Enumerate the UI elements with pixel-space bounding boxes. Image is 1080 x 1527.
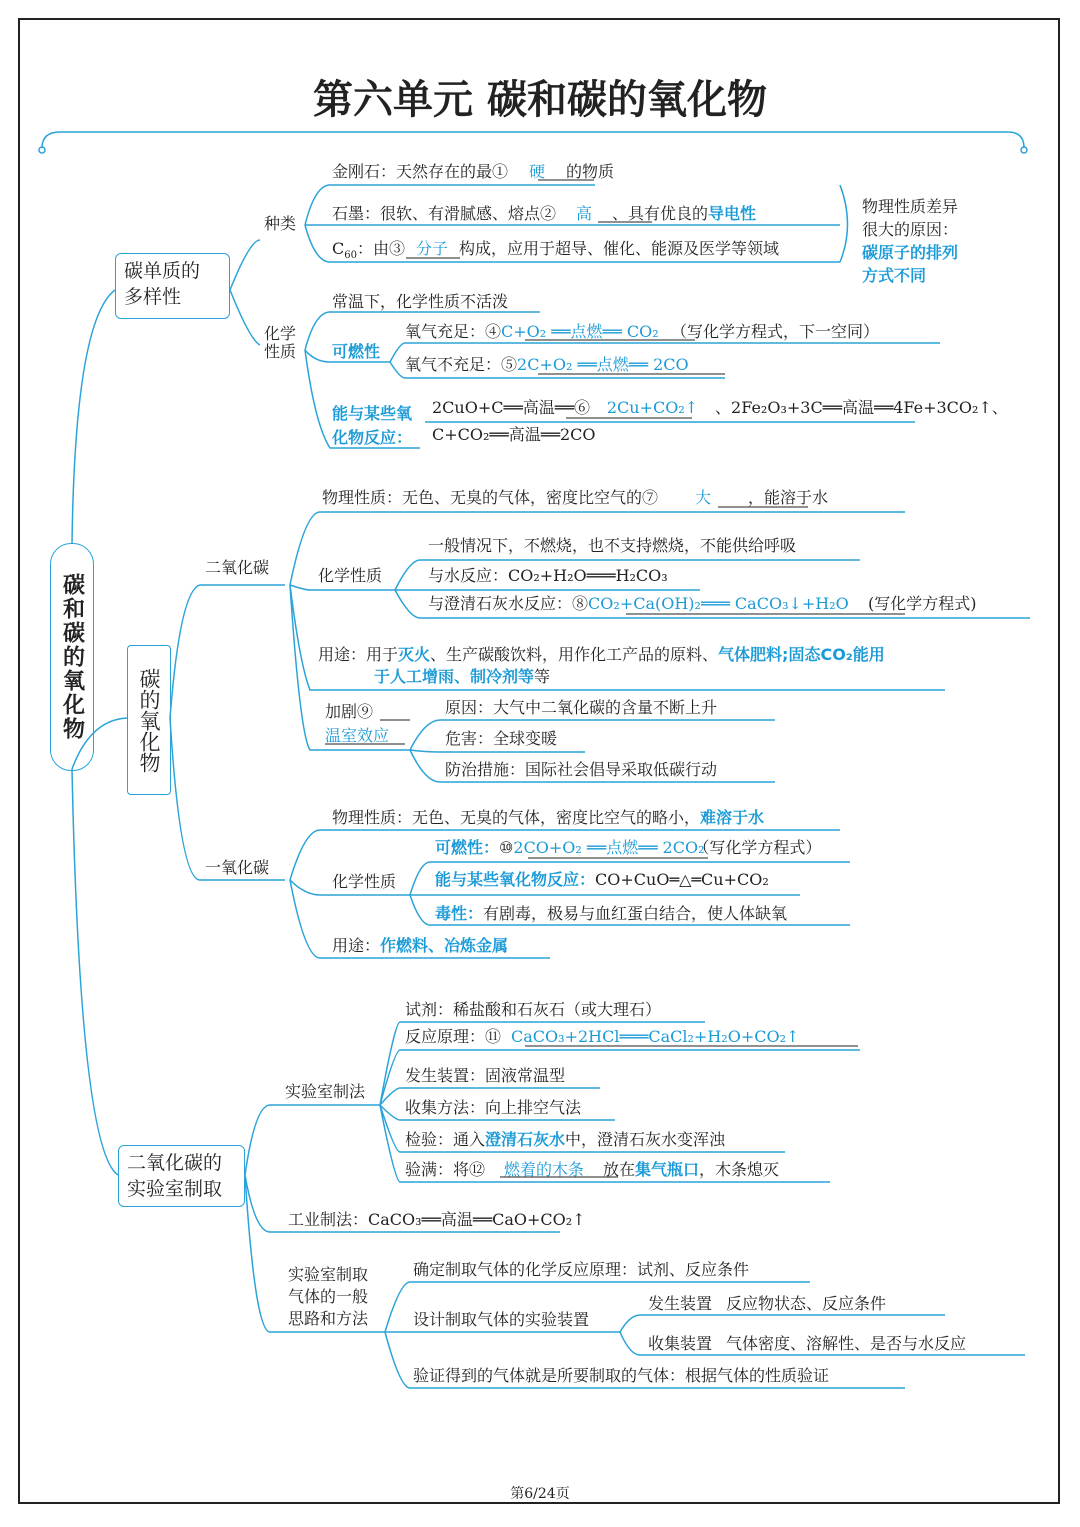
answer-1: 硬 [529,162,546,181]
industry-line: 工业制法：CaCO₃══高温══CaO+CO₂↑ [288,1210,586,1229]
box-carbon-allotropes: 碳单质的 多样性 [115,253,230,319]
method-3: 验证得到的气体就是所要制取的气体：根据气体的性质验证 [413,1366,830,1385]
answer-10: 2CO+O₂ ══点燃══ 2CO₂ [513,838,705,857]
inactive-line: 常温下，化学性质不活泼 [332,292,509,311]
label-co2-chemical: 化学性质 [318,566,383,585]
label-chemical: 化学 性质 [264,324,297,361]
label-combustible: 可燃性 [332,342,381,361]
answer-3: 分子 [415,239,448,258]
co2-use: 用途：用于灭火、生产碳酸饮料，用作化工产品的原料、气体肥料;固态CO₂能用 于人工增雨、制冷剂等等 [318,645,885,686]
answer-9: 温室效应 [325,726,390,745]
greenhouse-label: 加剧⑨ 温室效应 [325,702,390,745]
label-redox: 能与某些氧 化物反应： [332,404,413,447]
device-line: 发生装置：固液常温型 [405,1066,566,1085]
co-combustion: 可燃性：⑩2CO+O₂ ══点燃══ 2CO₂（写化学方程式） [435,838,822,857]
page-title: 第六单元 碳和碳的氧化物 [313,77,767,123]
answer-2: 高 [576,204,593,223]
greenhouse-prevent: 防治措施：国际社会倡导采取低碳行动 [445,760,718,779]
method-1: 确定制取气体的化学反应原理：试剂、反应条件 [413,1260,750,1279]
collect-line: 收集方法：向上排空气法 [405,1098,582,1117]
reagent-line: 试剂：稀盐酸和石灰石（或大理石） [405,1000,662,1019]
redox-line-2: C+CO₂══高温══2CO [432,425,596,444]
co-toxicity: 毒性：有剧毒，极易与血红蛋白结合，使人体缺氧 [435,904,788,923]
label-general-method: 实验室制取 气体的一般 思路和方法 [288,1265,369,1328]
answer-11: CaCO₃+2HCl═══CaCl₂+H₂O+CO₂↑ [511,1027,800,1046]
answer-5: 2C+O₂ ══点燃══ 2CO [517,355,689,374]
answer-12: 燃着的木条 [504,1160,585,1179]
oxygen-lack-line: 氧气不充足：⑤2C+O₂ ══点燃══ 2CO [405,355,689,374]
box-carbon-oxides: 碳的氧化物 [127,645,171,795]
greenhouse-cause: 原因：大气中二氧化碳的含量不断上升 [445,698,718,717]
label-lab-method: 实验室制法 [285,1082,366,1101]
co2-chem-3: 与澄清石灰水反应：⑧CO₂+Ca(OH)₂═══ CaCO₃↓+H₂O (写化学方程式) [428,594,977,613]
test-line: 检验：通入澄清石灰水中，澄清石灰水变浑浊 [405,1130,726,1149]
label-kinds: 种类 [264,214,297,233]
full-check-line: 验满：将⑫ 燃着的木条 放在集气瓶口，木条熄灭 [405,1160,780,1179]
answer-7: 大 [695,488,712,507]
greenhouse-harm: 危害：全球变暖 [445,729,558,748]
reason-text: 物理性质差异 很大的原因： 碳原子的排列 方式不同 [862,197,959,285]
redox-line-1: 2CuO+C══高温══⑥ 2Cu+CO₂↑ 、2Fe₂O₃+3C══高温══4Fe+3CO₂↑、 [432,398,1008,417]
label-co-chemical: 化学性质 [332,872,397,891]
co2-chem-1: 一般情况下，不燃烧，也不支持燃烧，不能供给呼吸 [428,536,797,555]
co-redox: 能与某些氧化物反应：CO+CuO═△═Cu+CO₂ [435,870,769,889]
graphite-line: 石墨：很软、有滑腻感、熔点② 高 、具有优良的导电性 [332,204,757,223]
diamond-line: 金刚石：天然存在的最① 硬 的物质 [332,162,615,181]
co2-chem-2: 与水反应：CO₂+H₂O═══H₂CO₃ [428,566,668,585]
c60-line: $C_{60}$：由③ 分子 构成，应用于超导、催化、能源及医学等领域 [332,239,780,262]
method-2b: 收集装置 气体密度、溶解性、是否与水反应 [648,1334,967,1353]
method-2: 设计制取气体的实验装置 [413,1310,590,1329]
answer-6: 2Cu+CO₂↑ [606,398,699,417]
root-node: 碳和碳的氧化物 [50,543,94,771]
method-2a: 发生装置 反应物状态、反应条件 [648,1294,887,1313]
co-physical: 物理性质：无色、无臭的气体，密度比空气的略小，难溶于水 [332,808,765,827]
oxygen-full-line: 氧气充足：④C+O₂ ══点燃══ CO₂ （写化学方程式，下一空同） [405,322,880,341]
co2-physical: 物理性质：无色、无臭的气体，密度比空气的⑦ 大 ，能溶于水 [322,488,829,507]
answer-4: C+O₂ ══点燃══ CO₂ [501,322,659,341]
box-lab-preparation: 二氧化碳的 实验室制取 [118,1145,245,1207]
co-use: 用途：作燃料、冶炼金属 [332,936,509,955]
principle-line: 反应原理：⑪ CaCO₃+2HCl═══CaCl₂+H₂O+CO₂↑ [405,1027,800,1046]
label-co: 一氧化碳 [205,858,270,877]
answer-8: CO₂+Ca(OH)₂═══ CaCO₃↓+H₂O [588,594,849,613]
page-number: 第6/24页 [510,1486,570,1502]
label-co2: 二氧化碳 [205,558,270,577]
